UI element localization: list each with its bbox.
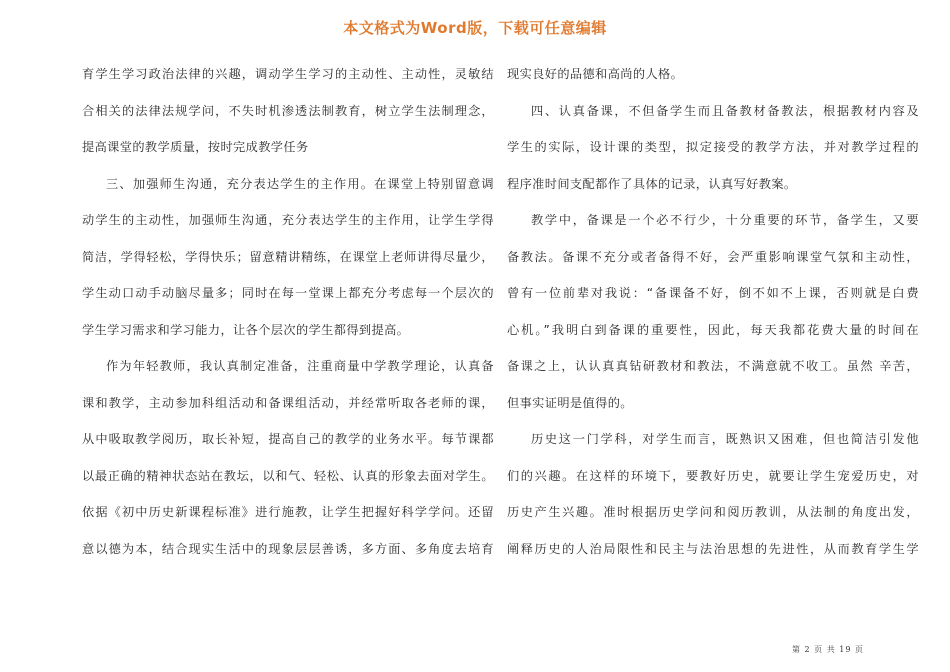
- text-line: 课和教学，主动参加科组活动和备课组活动，并经常听取各老师的课，: [82, 395, 494, 410]
- text-line: 作为年轻教师，我认真制定准备，注重商量中学教学理论，认真备: [106, 359, 494, 373]
- text-line: 程序准时间支配都作了具体的记录，认真写好教案。: [507, 176, 797, 191]
- text-line: 以最正确的精神状态站在教坛，以和气、轻松、认真的形象去面对学生。: [82, 468, 494, 483]
- text-line: 备教法。备课不充分或者备得不好，会严重影响课堂气氛和主动性，: [507, 249, 919, 264]
- text-line: 但事实证明是值得的。: [507, 395, 633, 410]
- document-banner: 本文格式为Word版，下载可任意编辑: [343, 19, 607, 37]
- text-line: 历史产生兴趣。准时根据历史学问和阅历教训，从法制的角度出发，: [507, 505, 919, 519]
- text-line: 四、认真备课，不但备学生而且备教材备教法，根据教材内容及: [531, 103, 919, 118]
- text-line: 三、加强师生沟通，充分表达学生的主作用。在课堂上特别留意调: [106, 176, 494, 191]
- left-text-column: [82, 63, 494, 574]
- text-line: 从中吸取教学阅历，取长补短，提高自己的教学的业务水平。每节课都: [82, 432, 494, 446]
- text-line: 教学中，备课是一个必不行少，十分重要的环节，备学生，又要: [531, 213, 919, 227]
- text-line: 历史这一门学科，对学生而言，既熟识又困难，但也简洁引发他: [531, 432, 919, 446]
- text-line: 简洁，学得轻松，学得快乐；留意精讲精练，在课堂上老师讲得尽量少，: [82, 249, 494, 264]
- text-line: 学生动口动手动脑尽量多；同时在每一堂课上都充分考虑每一个层次的: [82, 286, 494, 300]
- text-line: 动学生的主动性，加强师生沟通，充分表达学生的主作用，让学生学得: [82, 213, 494, 227]
- text-line: 备课之上，认认真真钻研教材和教法，不满意就不收工。虽然 辛苦，: [507, 359, 919, 373]
- text-line: 们的兴趣。在这样的环境下，要教好历史，就要让学生宠爱历史，对: [507, 468, 919, 483]
- right-text-column: [507, 63, 919, 574]
- text-line: 依据《初中历史新课程标准》进行施教，让学生把握好科学学问。还留: [82, 505, 494, 519]
- text-line: 学生的实际，设计课的类型，拟定接受的教学方法，并对教学过程的: [507, 140, 919, 154]
- text-line: 学生学习需求和学习能力，让各个层次的学生都得到提高。: [82, 322, 410, 337]
- text-line: 合相关的法律法规学问，不失时机渗透法制教育，树立学生法制理念，: [82, 103, 494, 118]
- text-line: 心机。”我明白到备课的重要性，因此，每天我都花费大量的时间在: [507, 322, 919, 337]
- page-number: 第 2 页 共 19 页: [792, 645, 864, 654]
- text-line: 意以德为本，结合现实生活中的现象层层善诱，多方面、多角度去培育: [82, 541, 494, 556]
- text-line: 曾有一位前辈对我说：“备课备不好，倒不如不上课，否则就是白费: [507, 286, 919, 300]
- text-line: 现实良好的品德和高尚的人格。: [507, 67, 684, 81]
- text-line: 提高课堂的教学质量，按时完成教学任务: [82, 140, 309, 154]
- text-line: 育学生学习政治法律的兴趣，调动学生学习的主动性、主动性，灵敏结: [82, 67, 494, 81]
- text-line: 阐释历史的人治局限性和民主与法治思想的先进性，从而教育学生学: [507, 541, 919, 556]
